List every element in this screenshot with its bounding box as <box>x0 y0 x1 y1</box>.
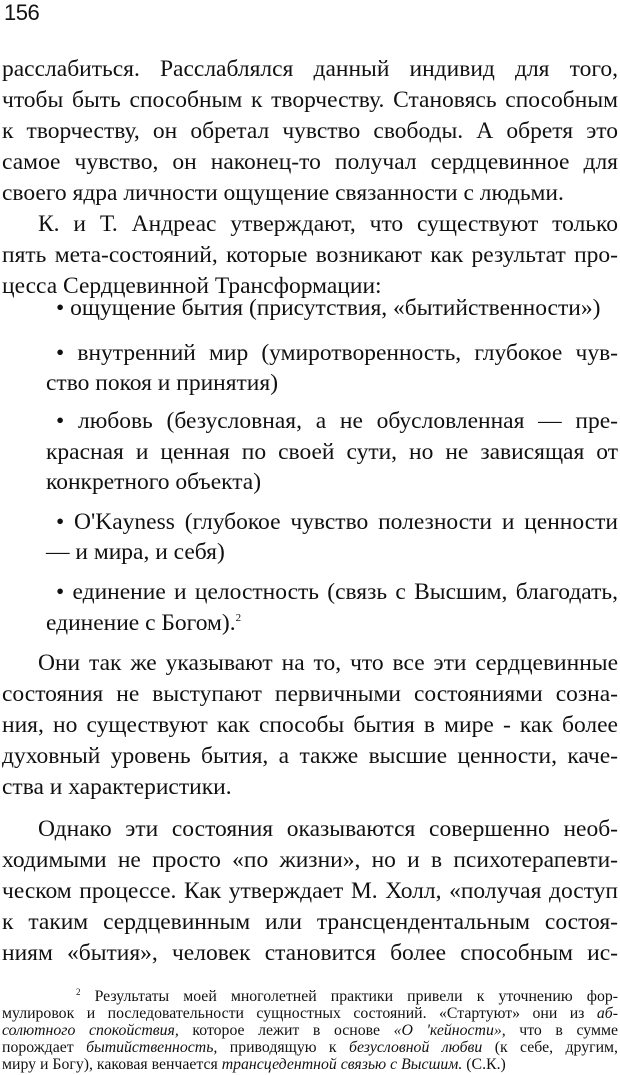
text-line: своего ядра личности ощущение связанности с людьми. <box>2 180 564 206</box>
footnote-ref: 2 <box>235 612 242 624</box>
bullet-item: • O'Kayness (глубокое чувство полезности и ценности <box>56 509 618 535</box>
bullet-item-cont <box>46 609 618 637</box>
text-line: Однако эти состояния оказываются совершенно необ- <box>38 816 618 842</box>
text-line: ства и характеристики. <box>2 774 232 800</box>
footnote-line: мулировок и последовательности сущностных состояний. «Стартуют» они из аб- <box>2 1005 618 1022</box>
footnote-number: 2 <box>76 987 81 997</box>
bullet-text: единение с Богом). <box>46 610 236 636</box>
footnote-line: солютного спокойствия, которое лежит в основе «О 'кейности», что в сумме <box>2 1022 618 1039</box>
footnote-line: $^2$ Результаты моей многолетней практики привели к уточнению фор- <box>76 987 618 1005</box>
bullet-item: • внутренний мир (умиротворенность, глубокое чув- <box>56 340 618 366</box>
text-line: самое чувство, он наконец-то получал сердцевинное для <box>2 149 618 175</box>
footnote-line: порождает бытийственность, приводящую к безусловной любви (к себе, другим, <box>2 1039 618 1056</box>
bullet-item-cont: — и мира, и себя) <box>46 539 225 565</box>
text-line: к творчеству, он обретал чувство свободы. А обретя это <box>2 118 618 144</box>
footnote-line: миру и Богу), каковая венчается трансцедентной связью с Высшим. (С.К.) <box>2 1056 506 1073</box>
text-line: ходимыми не просто «по жизни», но и в психотерапевти- <box>2 847 618 873</box>
text-line: ческом процессе. Как утверждает М. Холл, «получая доступ <box>2 878 618 904</box>
text-line: Они так же указывают на то, что все эти сердцевинные <box>38 650 618 676</box>
text-line: цесса Сердцевинной Трансформации: <box>2 273 382 299</box>
text-line: к таким сердцевинным или трансцендентальным состоя- <box>2 909 618 935</box>
bullet-item-cont: конкретного объекта) <box>46 469 262 495</box>
bullet-item: • единение и целостность (связь с Высшим, благодать, <box>56 579 618 605</box>
text-line: пять мета-состояний, которые возникают как результат про- <box>2 242 618 268</box>
text-line: духовный уровень бытия, а также высшие ценности, каче- <box>2 743 618 769</box>
text-line: чтобы быть способным к творчеству. Становясь способным <box>2 87 618 113</box>
text-line: К. и Т. Андреас утверждают, что существуют только <box>38 211 618 237</box>
bullet-item: • ощущение бытия (присутствия, «бытийственности») <box>56 295 601 321</box>
text-line: ния, но существуют как способы бытия в мире - как более <box>2 712 618 738</box>
bullet-item-cont: красная и ценная по своей сути, но не зависящая от <box>46 439 618 465</box>
text-line: состояния не выступают первичными состояниями созна- <box>2 681 618 707</box>
text-line: расслабиться. Расслаблялся данный индивид для того, <box>2 56 618 82</box>
text-line: ниям «бытия», человек становится более способным ис- <box>2 940 618 966</box>
page-number: 156 <box>4 0 40 25</box>
bullet-item: • любовь (безусловная, а не обусловленная — пре- <box>56 408 618 434</box>
bullet-item-cont: ство покоя и принятия) <box>46 370 279 396</box>
